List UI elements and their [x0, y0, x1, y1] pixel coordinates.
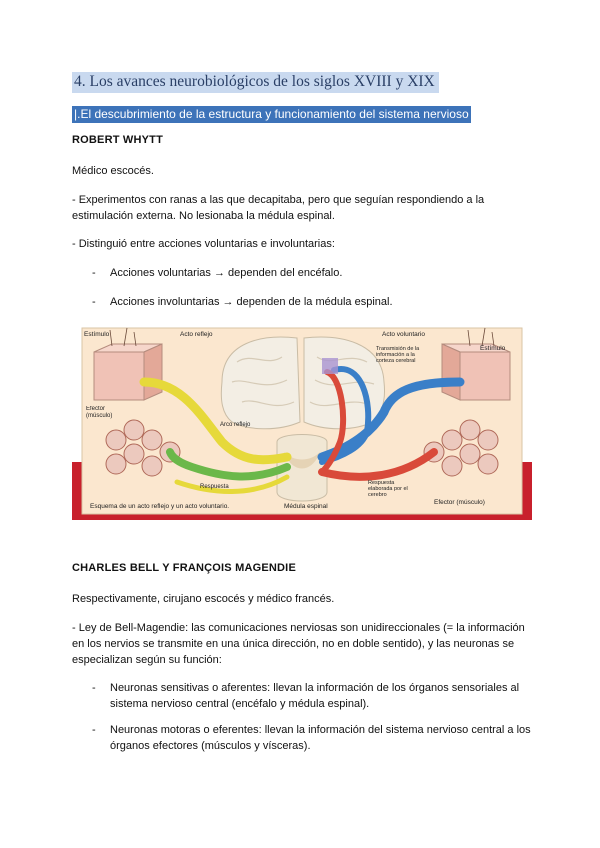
label-transmision: Transmisión de la información a la corteza cerebral: [376, 346, 420, 364]
reflex-voluntary-diagram: [72, 322, 532, 520]
list-dash: -: [92, 296, 96, 308]
label-acto-voluntario: Acto voluntario: [382, 331, 425, 338]
label-arco-reflejo: Arco reflejo: [220, 422, 251, 428]
list-item: [92, 265, 532, 281]
label-esquema: Esquema de un acto reflejo y un acto voluntario.: [90, 503, 230, 510]
label-respuesta-elaborada: Respuesta elaborada por el cerebro: [368, 480, 408, 498]
bell-magendie-name: CHARLES BELL Y FRANÇOIS MAGENDIE: [72, 562, 296, 574]
label-efector-right: Efector (músculo): [434, 499, 485, 506]
label-acto-reflejo: Acto reflejo: [180, 331, 213, 338]
skin-block-left: [94, 352, 144, 400]
section-subheading: |.El descubrimiento de la estructura y funcionamiento del sistema nervioso: [74, 107, 469, 121]
section-heading: 4. Los avances neurobiológicos de los siglos XVIII y XIX: [72, 72, 439, 93]
list-dash: -: [92, 267, 96, 279]
label-efector-left: Efector (músculo): [86, 406, 113, 419]
whytt-point-2: - Distinguió entre acciones voluntarias e involuntarias:: [72, 238, 335, 250]
label-medula: Médula espinal: [284, 503, 328, 510]
whytt-point-1: - Experimentos con ranas a las que decapitaba, pero que seguían respondiendo a la estimulación externa. No lesionaba la médula espinal.: [72, 194, 485, 222]
list-item-text: Acciones voluntarias → dependen del encéfalo.: [110, 267, 343, 279]
list-dash: -: [92, 682, 96, 694]
list-item-text: Neuronas motoras o eferentes: llevan la información del sistema nervioso central a los órganos efectores (músculos y vísceras).: [110, 724, 531, 752]
label-estimulo-right: Estímulo: [480, 345, 506, 352]
list-item: [92, 680, 532, 712]
label-respuesta: Respuesta: [200, 484, 229, 490]
list-item-text: Neuronas sensitivas o aferentes: llevan la información de los órganos sensoriales al sistema nervioso central (encéfalo y médula espinal).: [110, 682, 520, 710]
list-dash: -: [92, 724, 96, 736]
list-item: [92, 294, 532, 310]
label-estimulo-left: Estímulo: [84, 331, 110, 338]
bell-magendie-law: - Ley de Bell-Magendie: las comunicaciones nerviosas son unidireccionales (= la información en los nervios se transmite en una única dirección, no en doble sentido), y las neuronas se especializan según su función:: [72, 622, 525, 666]
list-item: [92, 722, 532, 754]
bell-description: Respectivamente, cirujano escocés y médico francés.: [72, 593, 335, 605]
whytt-description: Médico escocés.: [72, 165, 154, 177]
skin-block-right: [460, 352, 510, 400]
list-item-text: Acciones involuntarias → dependen de la médula espinal.: [110, 296, 393, 308]
whytt-name: ROBERT WHYTT: [72, 134, 164, 146]
